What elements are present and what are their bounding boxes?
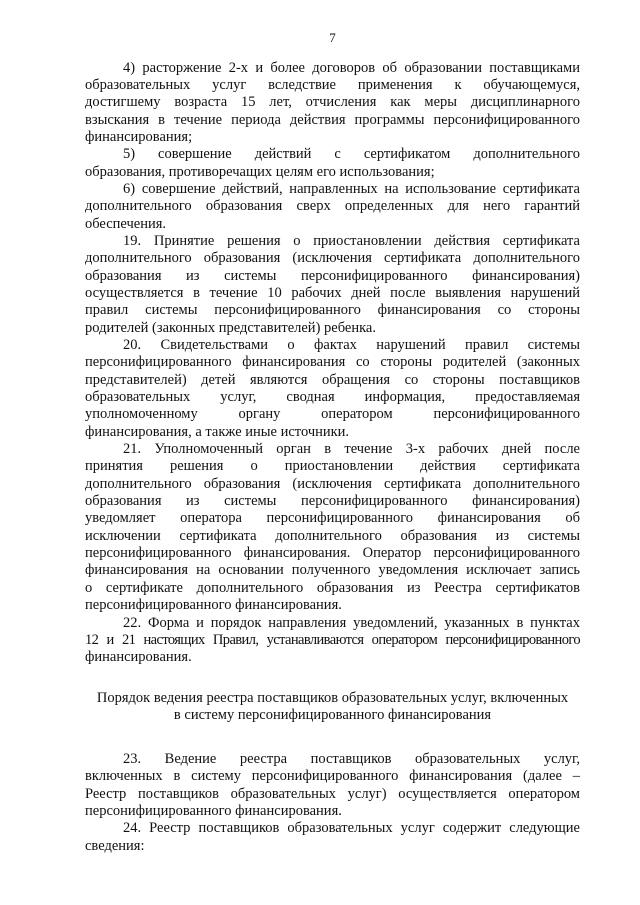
paragraph-line: обеспечения. <box>85 215 167 232</box>
paragraph-line: образовательных услуг вследствие применения к обучающемуся, <box>85 76 580 93</box>
paragraph-item-6 <box>85 181 580 233</box>
paragraph-line: представителей) детей являются обращения со стороны поставщиков <box>85 371 580 388</box>
paragraph-clause-21 <box>85 441 580 614</box>
paragraph-line: дополнительного образования (исключения сертификата дополнительного <box>85 475 580 492</box>
paragraph-line: 5) совершение действий с сертификатом дополнительного <box>123 146 580 163</box>
paragraph-line: о сертификате дополнительного образования из Реестра сертификатов <box>85 579 580 596</box>
paragraph-line: финансирования, а также иные источники. <box>85 423 350 440</box>
paragraph-line: исключении сертификата дополнительного образования из системы <box>85 527 580 544</box>
paragraph-line: включенных в систему персонифицированного финансирования (далее – <box>85 768 580 785</box>
paragraph-clause-24 <box>85 820 580 855</box>
document-body <box>85 60 580 856</box>
paragraph-item-5 <box>85 146 580 181</box>
paragraph-line: персонифицированного финансирования со стороны родителей (законных <box>85 354 580 371</box>
paragraph-line: образовательных услуг, сводная информация, предоставляемая <box>85 389 580 406</box>
paragraph-line: 12 и 21 настоящих Правил, устанавливаются оператором персонифицированного <box>85 631 580 648</box>
paragraph-line: финансирования; <box>85 128 193 145</box>
paragraph-clause-19 <box>85 233 580 337</box>
paragraph-line: осуществляется в течение 10 рабочих дней после выявления нарушений <box>85 284 580 301</box>
paragraph-line: 21. Уполномоченный орган в течение 3-х рабочих дней после <box>123 441 580 458</box>
paragraph-line: образования из системы персонифицированного финансирования) <box>85 267 580 284</box>
section-heading <box>85 690 580 725</box>
paragraph-line: 22. Форма и порядок направления уведомлений, указанных в пунктах <box>123 614 580 631</box>
page-number: 7 <box>329 30 336 45</box>
paragraph-line: принятия решения о приостановлении действия сертификата <box>85 458 580 475</box>
section-heading-line: Порядок ведения реестра поставщиков образовательных услуг, включенных <box>96 690 569 707</box>
section-heading-line: в систему персонифицированного финансирования <box>173 707 492 724</box>
paragraph-line: уполномоченному органу оператором персонифицированного <box>85 406 580 423</box>
paragraph-line: Реестр поставщиков образовательных услуг) осуществляется оператором <box>85 785 580 802</box>
paragraph-line: образования из системы персонифицированного финансирования) <box>85 493 580 510</box>
paragraph-line: достигшему возраста 15 лет, отчисления как меры дисциплинарного <box>85 94 580 111</box>
paragraph-line: 4) расторжение 2-х и более договоров об образовании поставщиками <box>123 59 580 76</box>
paragraph-clause-20 <box>85 337 580 441</box>
paragraph-line: дополнительного образования (исключения сертификата дополнительного <box>85 250 580 267</box>
paragraph-clause-23 <box>85 751 580 820</box>
paragraph-line: финансирования на основании полученного уведомления исключает запись <box>85 562 580 579</box>
paragraph-line: уведомляет оператора персонифицированного финансирования об <box>85 510 580 527</box>
paragraph-line: 23. Ведение реестра поставщиков образовательных услуг, <box>123 751 580 768</box>
paragraph-line: персонифицированного финансирования. Оператор персонифицированного <box>85 545 580 562</box>
paragraph-line: 20. Свидетельствами о фактах нарушений правил системы <box>123 337 580 353</box>
paragraph-line: финансирования. <box>85 649 192 666</box>
paragraph-line: родителей (законных представителей) ребенка. <box>85 319 376 336</box>
paragraph-line: правил системы персонифицированного финансирования со стороны <box>85 302 580 319</box>
paragraph-line: 19. Принятие решения о приостановлении действия сертификата <box>123 232 580 249</box>
paragraph-line: 24. Реестр поставщиков образовательных услуг содержит следующие <box>123 820 580 837</box>
paragraph-line: 6) совершение действий, направленных на использование сертификата <box>123 180 580 197</box>
paragraph-line: сведения: <box>85 837 145 854</box>
paragraph-line: персонифицированного финансирования. <box>85 597 342 614</box>
paragraph-line: дополнительного образования сверх определенных для него гарантий <box>85 198 580 215</box>
paragraph-line: персонифицированного финансирования. <box>85 803 342 820</box>
paragraph-line: образования, противоречащих целям его использования; <box>85 163 435 180</box>
paragraph-line: взыскания в течение периода действия программы персонифицированного <box>85 111 580 128</box>
paragraph-clause-22 <box>85 615 580 667</box>
paragraph-item-4 <box>85 60 580 147</box>
